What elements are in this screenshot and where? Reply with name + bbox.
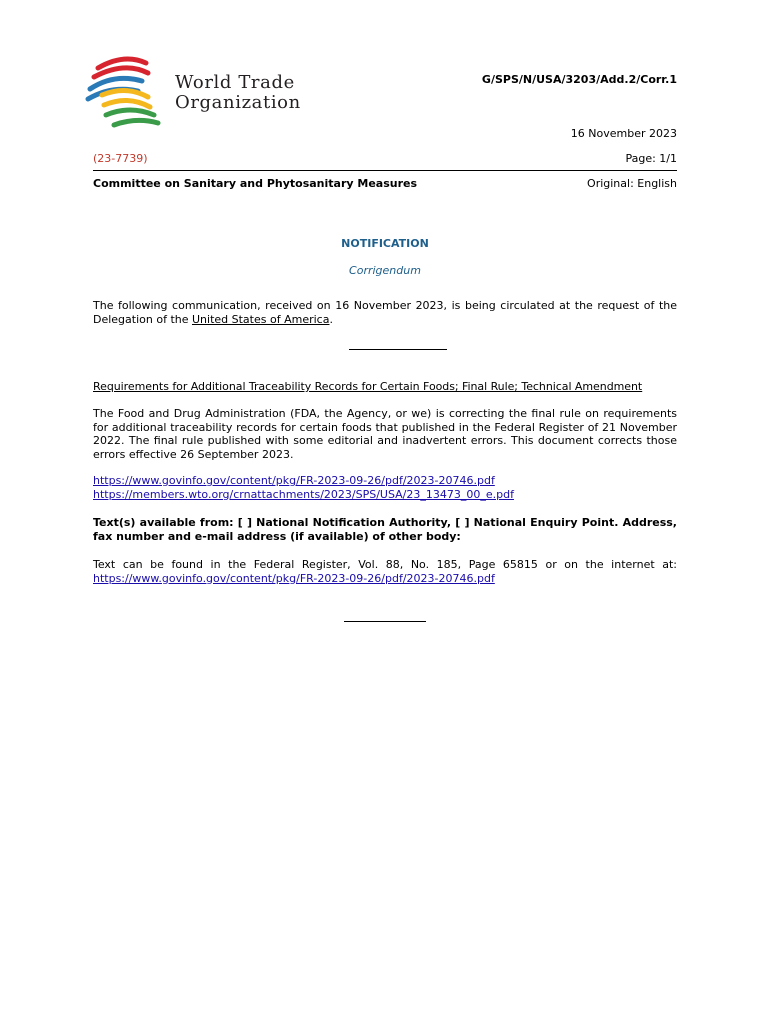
intro-paragraph bbox=[93, 299, 677, 326]
intro-text: The following communication, received on 16 November 2023, is being circulated at the request of the Delegation of the bbox=[93, 299, 677, 326]
text-location: Text can be found in the Federal Register, Vol. 88, No. 185, Page 65815 or on the internet at: bbox=[93, 558, 677, 571]
govinfo-link[interactable]: https://www.govinfo.gov/content/pkg/FR-2023-09-26/pdf/2023-20746.pdf bbox=[93, 474, 495, 487]
wto-logo bbox=[84, 55, 334, 130]
corrigendum-subheading: Corrigendum bbox=[349, 264, 421, 277]
document-date: 16 November 2023 bbox=[570, 127, 677, 140]
page-number: Page: 1/1 bbox=[625, 152, 677, 165]
header-divider bbox=[93, 170, 677, 171]
intro-end: . bbox=[329, 312, 333, 326]
federal-register-link[interactable]: https://www.govinfo.gov/content/pkg/FR-2023-09-26/pdf/2023-20746.pdf bbox=[93, 571, 495, 585]
notification-heading: NOTIFICATION bbox=[341, 237, 429, 250]
org-name-line2: Organization bbox=[175, 92, 301, 113]
document-symbol: G/SPS/N/USA/3203/Add.2/Corr.1 bbox=[481, 73, 677, 86]
text-location-paragraph bbox=[93, 558, 677, 585]
description-paragraph: The Food and Drug Administration (FDA, the Agency, or we) is correcting the final rule on requirements for additional traceability records for certain foods that published in the Federal Register of 21 November 2022. The final rule published with some editorial and inadvertent errors. This document corrects those errors effective 26 September 2023. bbox=[93, 407, 677, 461]
document-number: (23-7739) bbox=[93, 152, 148, 165]
wto-logo-icon bbox=[84, 55, 164, 130]
measure-title: Requirements for Additional Traceability Records for Certain Foods; Final Rule; Technical Amendment bbox=[93, 380, 643, 393]
wto-attachment-link[interactable]: https://members.wto.org/crnattachments/2023/SPS/USA/23_13473_00_e.pdf bbox=[93, 487, 514, 501]
end-separator bbox=[344, 621, 426, 622]
section-separator bbox=[349, 349, 447, 350]
original-language: Original: English bbox=[587, 177, 677, 190]
member-name: United States of America bbox=[192, 312, 330, 326]
org-name-line1: World Trade bbox=[175, 72, 295, 93]
committee-name: Committee on Sanitary and Phytosanitary Measures bbox=[93, 177, 418, 190]
document-links bbox=[93, 474, 514, 501]
availability-statement: Text(s) available from: [ ] National Notification Authority, [ ] National Enquiry Point. Address, fax number and e-mail address (if available) of other body: bbox=[93, 516, 677, 543]
